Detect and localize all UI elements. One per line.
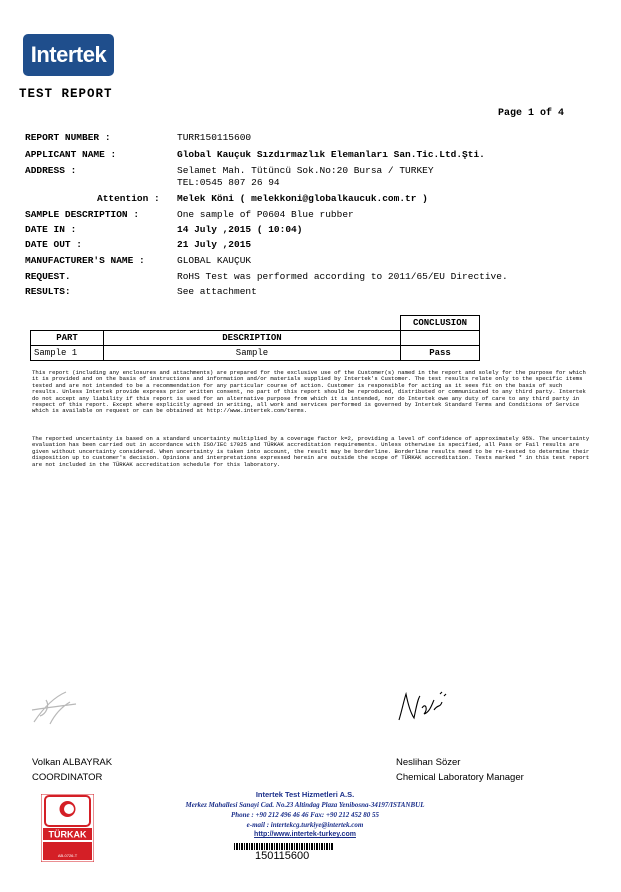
footer-address: Merkez Mahallesi Sanayi Cad. No.23 Altindag Plaza Yenibosna-34197/ISTANBUL xyxy=(185,801,425,809)
disclaimer-terms: This report (including any enclosures and attachments) are prepared for the exclusive use of the Customer(s) named in the report and solely for the purpose for which it is provided and on the basis of instructions and information and/or materials supplied by Intertek's Customer. The test results relate only to the specific items tested and are not intended to be a recommendation for any particular course of action. Customer is responsible for acting as it sees fit on the basis of such results. Unless Intertek provide express prior written consent, no part of this report should be reproduced, distributed or communicated to any third party. Intertek do not accept any liability if this report is used for an alternative purpose from which it is intended, nor do Intertek owe any duty of care to any third party in respect of this report. Except where explicitly agreed in writing, all work and services performed is governed by Intertek Standard Terms and Conditions of Service which is available on request or can be obtained at http://www.intertek.com/terms. xyxy=(32,369,586,415)
footer-phone: Phone : +90 212 496 46 46 Fax: +90 212 452 80 55 xyxy=(231,811,379,819)
col-header-part: PART xyxy=(31,331,104,346)
field-label: REQUEST. xyxy=(25,271,71,282)
field-label: DATE OUT : xyxy=(25,239,83,250)
right-signatory-role: Chemical Laboratory Manager xyxy=(396,772,524,783)
cell-conclusion: Pass xyxy=(401,346,480,361)
right-signatory-name: Neslihan Sözer xyxy=(396,757,461,768)
field-value: See attachment xyxy=(177,286,257,297)
field-label: APPLICANT NAME : xyxy=(25,149,117,160)
footer-company: Intertek Test Hizmetleri A.S. xyxy=(255,790,355,799)
page-title: TEST REPORT xyxy=(19,87,113,101)
footer-website-link[interactable]: http://www.intertek-turkey.com xyxy=(254,831,356,838)
field-label: MANUFACTURER'S NAME : xyxy=(25,255,145,266)
field-value: GLOBAL KAUÇUK xyxy=(177,255,252,266)
intertek-logo: Intertek xyxy=(23,34,114,76)
table-row xyxy=(31,346,480,361)
field-value: One sample of P0604 Blue rubber xyxy=(177,209,354,220)
field-label: ADDRESS : xyxy=(25,165,77,176)
field-label: SAMPLE DESCRIPTION : xyxy=(25,209,140,220)
cell-description: Sample xyxy=(104,346,401,361)
page-number: Page 1 of 4 xyxy=(498,108,565,119)
field-label: RESULTS: xyxy=(25,286,71,297)
disclaimer-uncertainty: The reported uncertainty is based on a standard uncertainty multiplied by a coverage factor k=2, providing a level of confidence of approximately 95%. The uncertainty evaluation has been carried out in accordance with ISO/IEC 17025 and TÜRKAK accreditation requirements. Unless otherwise is specified, all Pass or Fail results are given without uncertainty considered. When uncertainty is taken into account, the result may be borderline. Borderline results need to be re-tested to determine their disposition up to customer's decision. Opinions and interpretations expressed herein are outside the scope of TÜRKAK accreditation. Tests marked * in this test report are not included in the TÜRKAK accreditation schedule for this laboratory. xyxy=(32,435,590,468)
field-value: 21 July ,2015 xyxy=(177,239,252,250)
turkak-code: AB-0726-T xyxy=(57,853,78,858)
left-signatory-name: Volkan ALBAYRAK xyxy=(32,757,113,768)
turkak-accreditation-logo xyxy=(41,794,94,862)
field-value: TURR150115600 xyxy=(177,132,252,143)
field-label: REPORT NUMBER : xyxy=(25,132,111,143)
turkak-name: TÜRKAK xyxy=(48,829,87,840)
footer xyxy=(140,790,470,840)
field-value: Melek Köni ( melekkoni@globalkaucuk.com.tr ) xyxy=(177,193,428,204)
col-header-blank xyxy=(401,331,480,346)
field-value: Selamet Mah. Tütüncü Sok.No:20 Bursa / TURKEY xyxy=(177,165,434,176)
results-table xyxy=(30,315,480,361)
signature-right xyxy=(396,690,450,724)
footer-email: e-mail : intertekcg.turkiye@intertek.com xyxy=(246,821,364,829)
field-label: DATE IN : xyxy=(25,224,77,235)
conclusion-header: CONCLUSION xyxy=(401,316,480,331)
left-signatory-role: COORDINATOR xyxy=(32,772,103,783)
barcode xyxy=(234,843,334,850)
signature-left xyxy=(30,688,80,728)
cell-part: Sample 1 xyxy=(31,346,104,361)
field-value: TEL:0545 807 26 94 xyxy=(177,177,280,188)
field-value: 14 July ,2015 ( 10:04) xyxy=(177,224,303,235)
barcode-number: 150115600 xyxy=(255,850,310,862)
field-value: RoHS Test was performed according to 2011/65/EU Directive. xyxy=(177,271,508,282)
field-label: Attention : xyxy=(97,193,160,204)
col-header-description: DESCRIPTION xyxy=(104,331,401,346)
field-value: Global Kauçuk Sızdırmazlık Elemanları San.Tic.Ltd.Şti. xyxy=(177,149,485,160)
